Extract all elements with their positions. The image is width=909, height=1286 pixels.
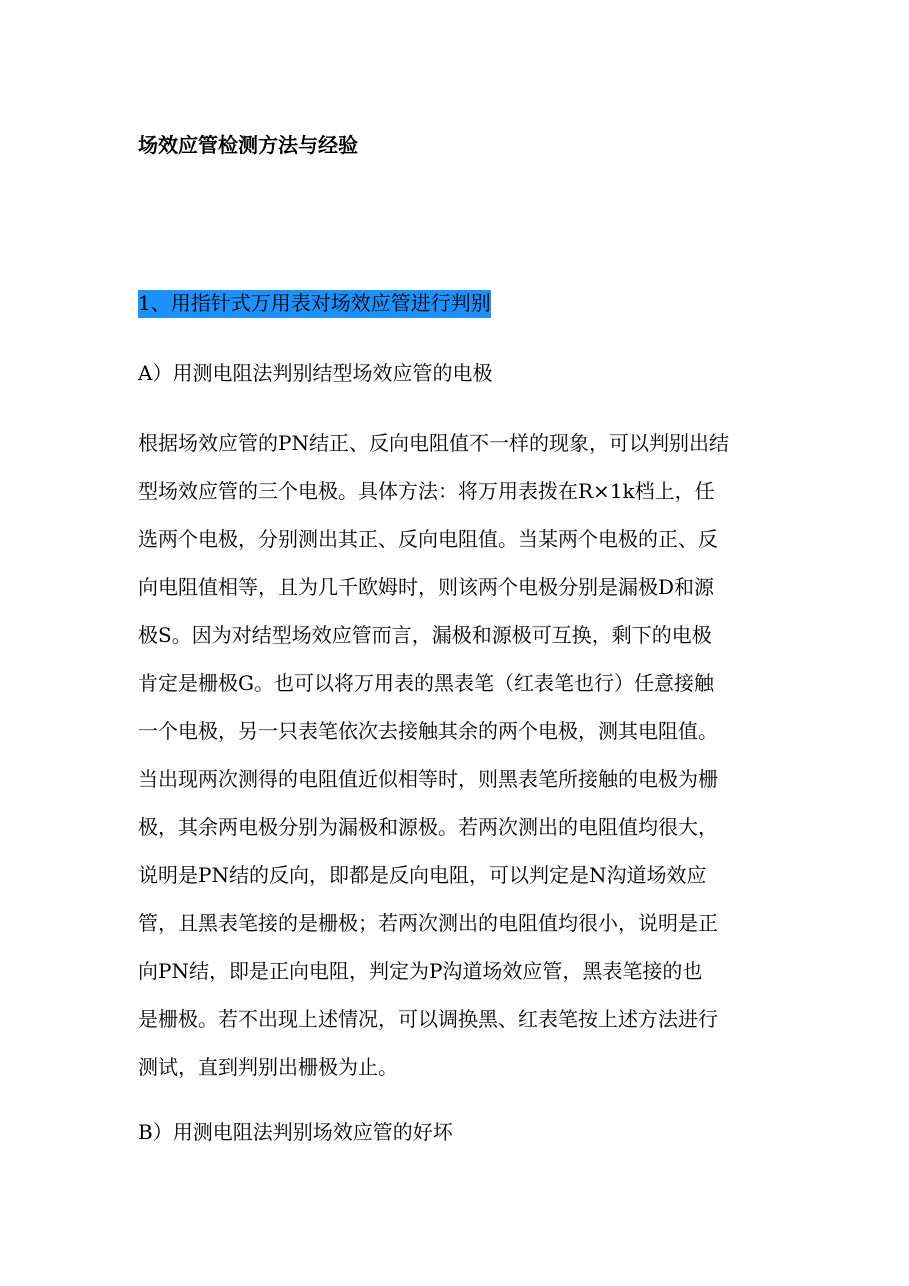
paragraph-line: 当出现两次测得的电阻值近似相等时，则黑表笔所接触的电极为栅 <box>138 767 718 791</box>
section-heading <box>138 289 491 317</box>
document-title: 场效应管检测方法与经验 <box>138 133 358 157</box>
paragraph-line: 向电阻值相等，且为几千欧姆时，则该两个电极分别是漏极D和源 <box>138 575 715 599</box>
paragraph-line: 一个电极，另一只表笔依次去接触其余的两个电极，测其电阻值。 <box>138 719 718 743</box>
paragraph-line: 选两个电极，分别测出其正、反向电阻值。当某两个电极的正、反 <box>138 527 718 551</box>
paragraph-line: 型场效应管的三个电极。具体方法：将万用表拨在R×1k档上，任 <box>138 479 715 503</box>
subsection-heading-a: A）用测电阻法判别结型场效应管的电极 <box>138 361 493 385</box>
paragraph-line: 根据场效应管的PN结正、反向电阻值不一样的现象，可以判别出结 <box>138 431 729 455</box>
highlighted-selection[interactable]: 1、用指针式万用表对场效应管进行判别 <box>138 290 491 318</box>
paragraph-line: 测试，直到判别出栅极为止。 <box>138 1055 398 1079</box>
subsection-heading-b: B）用测电阻法判别场效应管的好坏 <box>138 1120 453 1144</box>
body-paragraph <box>138 427 778 1099</box>
paragraph-line: 是栅极。若不出现上述情况，可以调换黑、红表笔按上述方法进行 <box>138 1007 718 1031</box>
paragraph-line: 极S。因为对结型场效应管而言，漏极和源极可互换，剩下的电极 <box>138 623 712 647</box>
paragraph-line: 管，且黑表笔接的是栅极；若两次测出的电阻值均很小，说明是正 <box>138 911 718 935</box>
paragraph-line: 说明是PN结的反向，即都是反向电阻，可以判定是N沟道场效应 <box>138 863 707 887</box>
paragraph-line: 肯定是栅极G。也可以将万用表的黑表笔（红表笔也行）任意接触 <box>138 671 714 695</box>
paragraph-line: 极，其余两电极分别为漏极和源极。若两次测出的电阻值均很大， <box>138 815 718 839</box>
paragraph-line: 向PN结，即是正向电阻，判定为P沟道场效应管，黑表笔接的也 <box>138 959 703 983</box>
